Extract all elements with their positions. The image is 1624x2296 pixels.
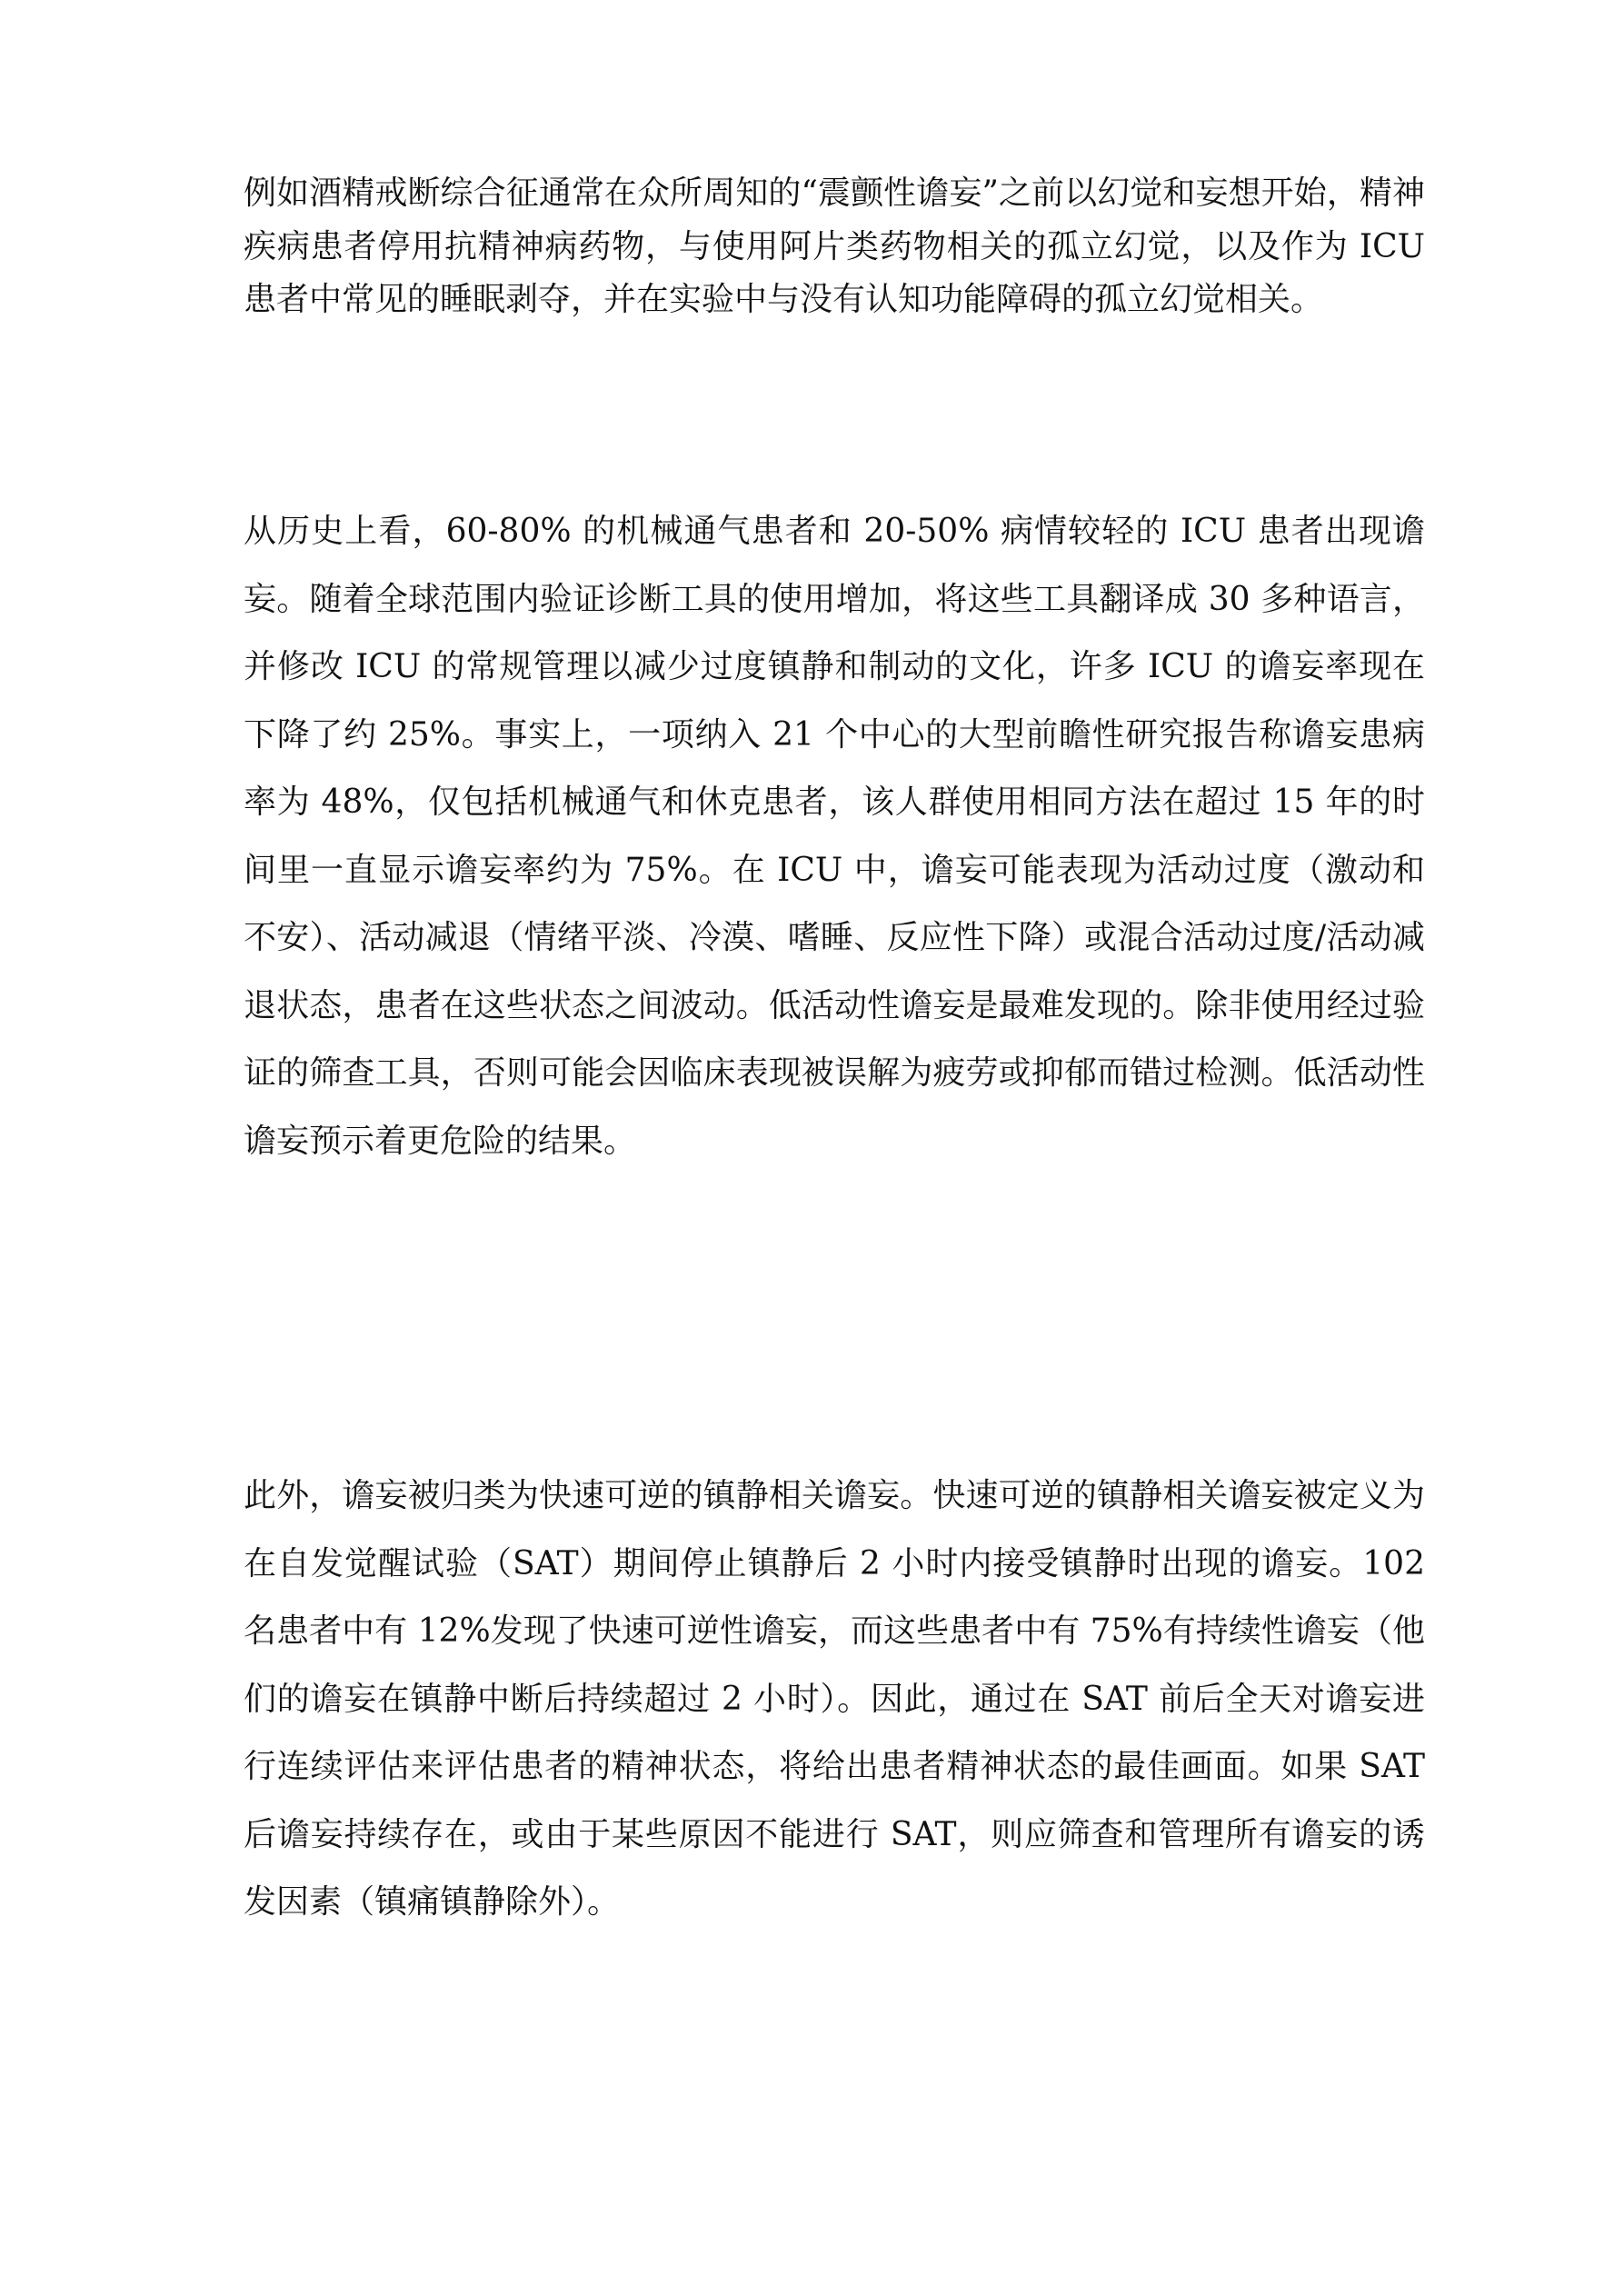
paragraph-alcohol-withdrawal: 例如酒精戒断综合征通常在众所周知的“震颤性谵妄”之前以幻觉和妄想开始，精神疾病患者停用抗精神病药物，与使用阿片类药物相关的孤立幻觉，以及作为 ICU 患者中常见的睡眠剥夺，并在实验中与没有认知功能障碍的孤立幻觉相关。 bbox=[244, 175, 1425, 318]
paragraph-delirium-history: 从历史上看，60-80% 的机械通气患者和 20-50% 病情较轻的 ICU 患者出现谵妄。随着全球范围内验证诊断工具的使用增加，将这些工具翻译成 30 多种语言，并修改 ICU 的常规管理以减少过度镇静和制动的文化，许多 ICU 的谵妄率现在下降了约 25%。事实上，一项纳入 21 个中心的大型前瞻性研究报告称谵妄患病率为 48%，仅包括机械通气和休克患者，该人群使用相同方法在超过 15 年的时间里一直显示谵妄率约为 75%。在 ICU 中，谵妄可能表现为活动过度（激动和不安）、活动减退（情绪平淡、冷漠、嗜睡、反应性下降）或混合活动过度/活动减退状态，患者在这些状态之间波动。低活动性谵妄是最难发现的。除非使用经过验证的筛查工具，否则可能会因临床表现被误解为疲劳或抑郁而错过检测。低活动性谵妄预示着更危险的结果。 bbox=[244, 513, 1425, 1160]
paragraph-sedation-delirium: 此外，谵妄被归类为快速可逆的镇静相关谵妄。快速可逆的镇静相关谵妄被定义为在自发觉醒试验（SAT）期间停止镇静后 2 小时内接受镇静时出现的谵妄。102 名患者中有 12%发现了快速可逆性谵妄，而这些患者中有 75%有持续性谵妄（他们的谵妄在镇静中断后持续超过 2 小时）。因此，通过在 SAT 前后全天对谵妄进行连续评估来评估患者的精神状态，将给出患者精神状态的最佳画面。如果 SAT 后谵妄持续存在，或由于某些原因不能进行 SAT，则应筛查和管理所有谵妄的诱发因素（镇痛镇静除外）。 bbox=[244, 1477, 1425, 1921]
